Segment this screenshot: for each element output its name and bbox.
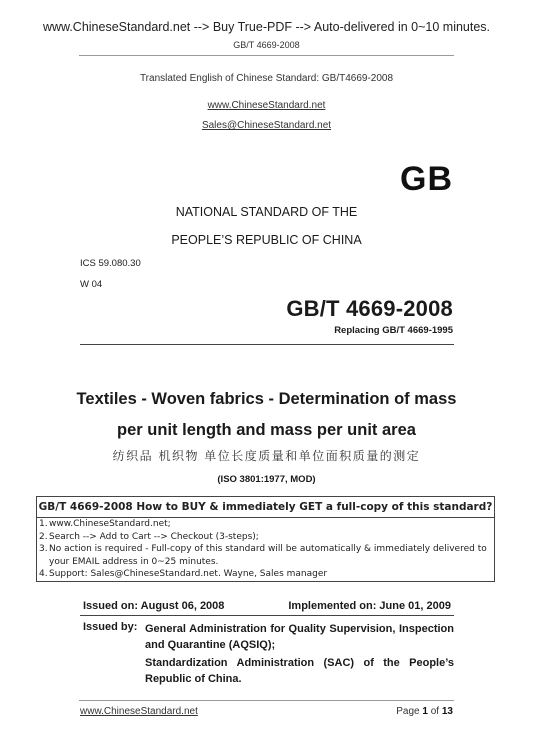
purchase-steps-list — [39, 518, 487, 581]
website-link-row — [0, 95, 533, 113]
page-number: Page 1 of 13 — [396, 706, 453, 717]
footer-divider — [79, 700, 454, 701]
step-text-continued: your EMAIL address in 0~25 minutes. — [49, 556, 219, 567]
footer-website-link[interactable]: www.ChineseStandard.net — [80, 706, 198, 717]
step-text: Search --> Add to Cart --> Checkout (3-steps); — [49, 531, 259, 542]
step-text: No action is required - Full-copy of this standard will be automatically & immediately delivered to — [49, 544, 487, 555]
w-code: W 04 — [80, 279, 103, 290]
iso-reference: (ISO 3801:1977, MOD) — [217, 474, 316, 485]
standard-number: GB/T 4669-2008 — [286, 296, 453, 321]
header-banner: www.ChineseStandard.net --> Buy True-PDF --> Auto-delivered in 0~10 minutes. — [42, 20, 491, 34]
implemented-on-date: Implemented on: June 01, 2009 — [288, 600, 451, 612]
issuer-sac: Standardization Administration (SAC) of the People’s Republic of China. — [145, 657, 454, 685]
list-item — [39, 556, 487, 569]
replacing-note: Replacing GB/T 4669-1995 — [334, 325, 453, 336]
cover-divider — [80, 344, 454, 345]
header-divider — [79, 55, 454, 56]
current-page: 1 — [422, 706, 428, 717]
header-code: GB/T 4669-2008 — [233, 40, 300, 50]
translated-note: Translated English of Chinese Standard: GB/T4669-2008 — [139, 73, 394, 84]
document-title-line2: per unit length and mass per unit area — [117, 421, 416, 439]
purchase-info-box — [36, 496, 495, 582]
issued-by-label: Issued by: — [83, 621, 138, 633]
step-text: Support: Sales@ChineseStandard.net. Wayne, Sales manager — [49, 569, 328, 580]
issued-on-date: Issued on: August 06, 2008 — [83, 600, 225, 612]
national-standard-line2: PEOPLE’S REPUBLIC OF CHINA — [171, 233, 362, 247]
email-link[interactable]: Sales@ChineseStandard.net — [201, 120, 332, 131]
step-text[interactable]: www.ChineseStandard.net; — [49, 519, 171, 529]
issue-divider — [80, 615, 454, 616]
website-link[interactable]: www.ChineseStandard.net — [207, 100, 326, 111]
ics-code: ICS 59.080.30 — [80, 258, 141, 269]
total-pages: 13 — [441, 706, 453, 717]
issuer-aqsiq: General Administration for Quality Supervision, Inspection and Quarantine (AQSIQ); — [145, 623, 454, 651]
list-item: 1.www.ChineseStandard.net; — [39, 519, 171, 529]
list-item: 4.Support: Sales@ChineseStandard.net. Wayne, Sales manager — [39, 569, 328, 580]
purchase-box-title: GB/T 4669-2008 How to BUY & immediately GET a full-copy of this standard? — [38, 501, 493, 513]
document-title-line1: Textiles - Woven fabrics - Determination of mass — [76, 390, 457, 408]
list-item: 3.No action is required - Full-copy of this standard will be automatically & immediately delivered to — [39, 544, 487, 555]
national-standard-line1: NATIONAL STANDARD OF THE — [175, 205, 358, 219]
list-item: 2.Search --> Add to Cart --> Checkout (3-steps); — [39, 531, 259, 542]
email-link-row — [0, 115, 533, 133]
gb-logo: GB — [400, 160, 453, 198]
document-title-chinese: 纺织品 机织物 单位长度质量和单位面积质量的测定 — [112, 449, 421, 463]
